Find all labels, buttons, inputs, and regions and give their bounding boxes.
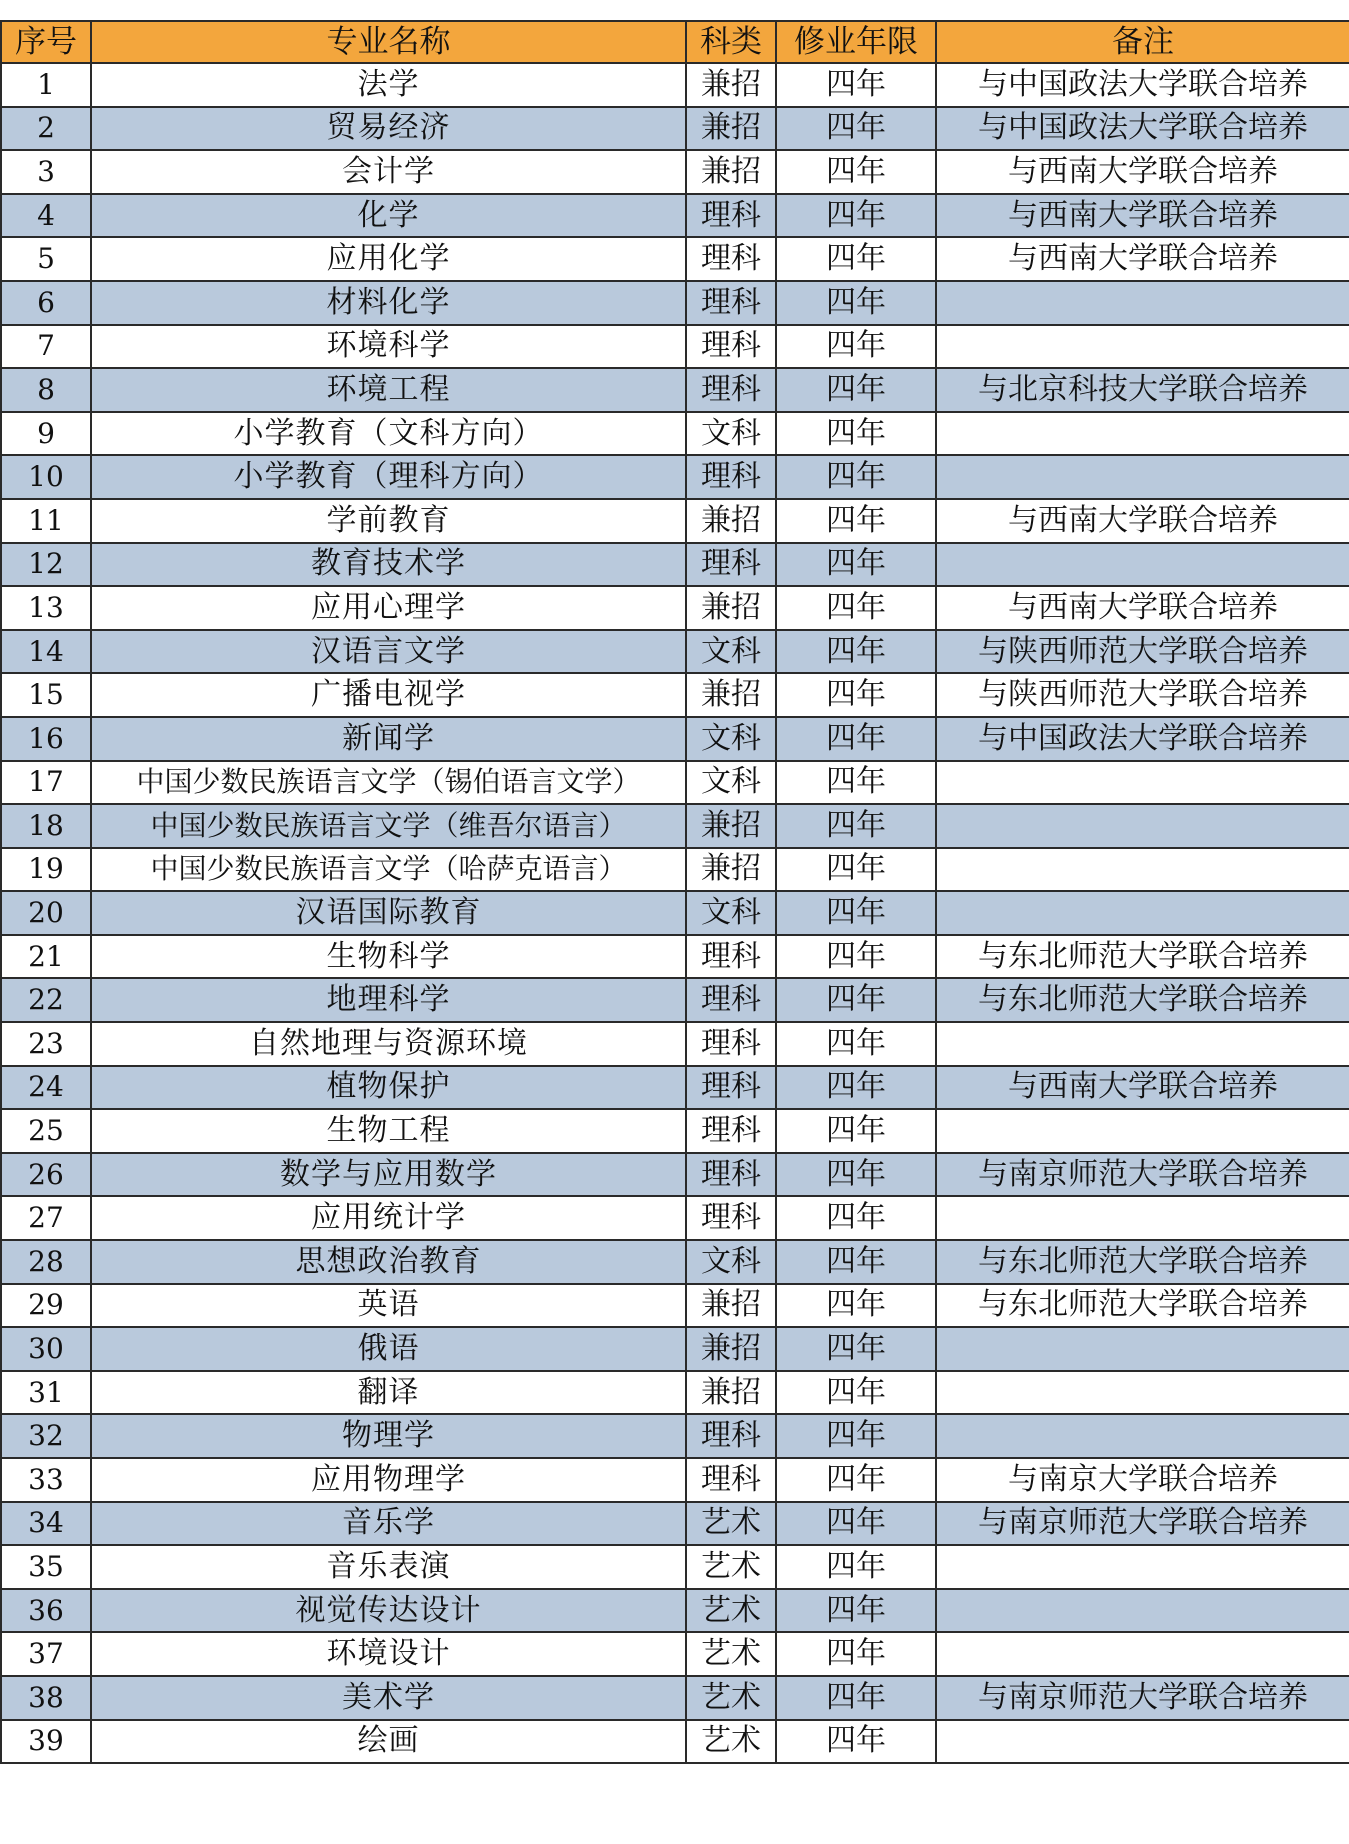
table-row bbox=[1, 455, 1349, 499]
cell-index: 38 bbox=[1, 1676, 91, 1720]
cell-index: 3 bbox=[1, 150, 91, 194]
cell-major-name: 音乐学 bbox=[91, 1502, 686, 1546]
cell-index: 12 bbox=[1, 543, 91, 587]
cell-note: 与南京师范大学联合培养 bbox=[936, 1153, 1349, 1197]
cell-major-name: 汉语言文学 bbox=[91, 630, 686, 674]
table-row bbox=[1, 630, 1349, 674]
majors-table bbox=[0, 20, 1349, 1764]
cell-major-name: 法学 bbox=[91, 63, 686, 107]
cell-note: 与西南大学联合培养 bbox=[936, 237, 1349, 281]
table-row bbox=[1, 1240, 1349, 1284]
table-row bbox=[1, 1284, 1349, 1328]
table-row bbox=[1, 1632, 1349, 1676]
cell-duration: 四年 bbox=[776, 891, 936, 935]
cell-index: 13 bbox=[1, 586, 91, 630]
cell-index: 26 bbox=[1, 1153, 91, 1197]
cell-category: 文科 bbox=[686, 761, 776, 805]
cell-major-name: 俄语 bbox=[91, 1327, 686, 1371]
cell-index: 11 bbox=[1, 499, 91, 543]
cell-major-name: 中国少数民族语言文学（维吾尔语言） bbox=[91, 804, 686, 848]
cell-major-name: 物理学 bbox=[91, 1414, 686, 1458]
cell-major-name: 环境设计 bbox=[91, 1632, 686, 1676]
table-row bbox=[1, 1458, 1349, 1502]
cell-index: 14 bbox=[1, 630, 91, 674]
cell-note: 与西南大学联合培养 bbox=[936, 150, 1349, 194]
table-row bbox=[1, 107, 1349, 151]
cell-category: 理科 bbox=[686, 368, 776, 412]
header-major-name: 专业名称 bbox=[91, 21, 686, 63]
cell-major-name: 中国少数民族语言文学（哈萨克语言） bbox=[91, 848, 686, 892]
header-category: 科类 bbox=[686, 21, 776, 63]
cell-duration: 四年 bbox=[776, 848, 936, 892]
cell-duration: 四年 bbox=[776, 412, 936, 456]
cell-duration: 四年 bbox=[776, 1066, 936, 1110]
cell-category: 兼招 bbox=[686, 1284, 776, 1328]
cell-major-name: 视觉传达设计 bbox=[91, 1589, 686, 1633]
cell-note: 与中国政法大学联合培养 bbox=[936, 63, 1349, 107]
table-row bbox=[1, 673, 1349, 717]
cell-major-name: 教育技术学 bbox=[91, 543, 686, 587]
header-index: 序号 bbox=[1, 21, 91, 63]
cell-note bbox=[936, 281, 1349, 325]
header-duration: 修业年限 bbox=[776, 21, 936, 63]
cell-category: 兼招 bbox=[686, 107, 776, 151]
cell-note bbox=[936, 543, 1349, 587]
cell-major-name: 中国少数民族语言文学（锡伯语言文学） bbox=[91, 761, 686, 805]
cell-note: 与东北师范大学联合培养 bbox=[936, 1240, 1349, 1284]
cell-note bbox=[936, 1109, 1349, 1153]
table-row bbox=[1, 281, 1349, 325]
cell-index: 6 bbox=[1, 281, 91, 325]
cell-index: 36 bbox=[1, 1589, 91, 1633]
cell-major-name: 贸易经济 bbox=[91, 107, 686, 151]
cell-index: 30 bbox=[1, 1327, 91, 1371]
header-note: 备注 bbox=[936, 21, 1349, 63]
table-row bbox=[1, 848, 1349, 892]
cell-category: 理科 bbox=[686, 978, 776, 1022]
cell-category: 理科 bbox=[686, 1022, 776, 1066]
table-row bbox=[1, 1327, 1349, 1371]
cell-note bbox=[936, 1720, 1349, 1764]
cell-major-name: 生物工程 bbox=[91, 1109, 686, 1153]
table-row bbox=[1, 1502, 1349, 1546]
table-row bbox=[1, 1414, 1349, 1458]
cell-duration: 四年 bbox=[776, 194, 936, 238]
cell-duration: 四年 bbox=[776, 1632, 936, 1676]
cell-major-name: 新闻学 bbox=[91, 717, 686, 761]
table-row bbox=[1, 1153, 1349, 1197]
cell-duration: 四年 bbox=[776, 1502, 936, 1546]
cell-index: 21 bbox=[1, 935, 91, 979]
cell-category: 理科 bbox=[686, 194, 776, 238]
cell-note: 与南京大学联合培养 bbox=[936, 1458, 1349, 1502]
cell-duration: 四年 bbox=[776, 1371, 936, 1415]
cell-note bbox=[936, 412, 1349, 456]
cell-note: 与南京师范大学联合培养 bbox=[936, 1676, 1349, 1720]
cell-major-name: 应用心理学 bbox=[91, 586, 686, 630]
cell-duration: 四年 bbox=[776, 1284, 936, 1328]
cell-duration: 四年 bbox=[776, 1109, 936, 1153]
cell-category: 理科 bbox=[686, 455, 776, 499]
cell-index: 32 bbox=[1, 1414, 91, 1458]
table-row bbox=[1, 63, 1349, 107]
cell-duration: 四年 bbox=[776, 673, 936, 717]
cell-duration: 四年 bbox=[776, 935, 936, 979]
table-row bbox=[1, 804, 1349, 848]
cell-index: 20 bbox=[1, 891, 91, 935]
cell-major-name: 生物科学 bbox=[91, 935, 686, 979]
cell-note bbox=[936, 848, 1349, 892]
cell-category: 理科 bbox=[686, 1196, 776, 1240]
cell-index: 16 bbox=[1, 717, 91, 761]
cell-major-name: 材料化学 bbox=[91, 281, 686, 325]
cell-note: 与北京科技大学联合培养 bbox=[936, 368, 1349, 412]
cell-note: 与西南大学联合培养 bbox=[936, 586, 1349, 630]
cell-index: 15 bbox=[1, 673, 91, 717]
cell-note bbox=[936, 1196, 1349, 1240]
cell-index: 18 bbox=[1, 804, 91, 848]
cell-major-name: 广播电视学 bbox=[91, 673, 686, 717]
cell-category: 兼招 bbox=[686, 586, 776, 630]
table-row bbox=[1, 543, 1349, 587]
cell-note bbox=[936, 761, 1349, 805]
cell-index: 9 bbox=[1, 412, 91, 456]
cell-category: 理科 bbox=[686, 543, 776, 587]
cell-duration: 四年 bbox=[776, 325, 936, 369]
cell-note bbox=[936, 1022, 1349, 1066]
table-row bbox=[1, 1109, 1349, 1153]
table-row bbox=[1, 194, 1349, 238]
cell-note: 与陕西师范大学联合培养 bbox=[936, 673, 1349, 717]
cell-major-name: 自然地理与资源环境 bbox=[91, 1022, 686, 1066]
cell-duration: 四年 bbox=[776, 150, 936, 194]
cell-index: 37 bbox=[1, 1632, 91, 1676]
cell-category: 文科 bbox=[686, 630, 776, 674]
cell-index: 4 bbox=[1, 194, 91, 238]
cell-category: 理科 bbox=[686, 1153, 776, 1197]
cell-duration: 四年 bbox=[776, 1676, 936, 1720]
table-row bbox=[1, 1545, 1349, 1589]
cell-duration: 四年 bbox=[776, 1458, 936, 1502]
cell-category: 理科 bbox=[686, 1066, 776, 1110]
cell-major-name: 会计学 bbox=[91, 150, 686, 194]
cell-duration: 四年 bbox=[776, 761, 936, 805]
cell-major-name: 思想政治教育 bbox=[91, 1240, 686, 1284]
cell-note bbox=[936, 804, 1349, 848]
cell-index: 22 bbox=[1, 978, 91, 1022]
cell-major-name: 音乐表演 bbox=[91, 1545, 686, 1589]
cell-index: 1 bbox=[1, 63, 91, 107]
cell-major-name: 应用物理学 bbox=[91, 1458, 686, 1502]
table-row bbox=[1, 761, 1349, 805]
cell-major-name: 地理科学 bbox=[91, 978, 686, 1022]
cell-duration: 四年 bbox=[776, 804, 936, 848]
cell-major-name: 化学 bbox=[91, 194, 686, 238]
cell-category: 兼招 bbox=[686, 804, 776, 848]
cell-category: 兼招 bbox=[686, 499, 776, 543]
cell-index: 8 bbox=[1, 368, 91, 412]
table-row bbox=[1, 150, 1349, 194]
cell-note: 与中国政法大学联合培养 bbox=[936, 107, 1349, 151]
cell-index: 19 bbox=[1, 848, 91, 892]
table-row bbox=[1, 1371, 1349, 1415]
cell-category: 文科 bbox=[686, 1240, 776, 1284]
cell-note bbox=[936, 325, 1349, 369]
cell-note: 与东北师范大学联合培养 bbox=[936, 1284, 1349, 1328]
cell-category: 兼招 bbox=[686, 1371, 776, 1415]
cell-duration: 四年 bbox=[776, 1196, 936, 1240]
table-row bbox=[1, 1066, 1349, 1110]
cell-index: 28 bbox=[1, 1240, 91, 1284]
cell-index: 39 bbox=[1, 1720, 91, 1764]
cell-note bbox=[936, 1545, 1349, 1589]
cell-category: 艺术 bbox=[686, 1676, 776, 1720]
cell-category: 文科 bbox=[686, 891, 776, 935]
cell-index: 23 bbox=[1, 1022, 91, 1066]
cell-category: 兼招 bbox=[686, 150, 776, 194]
cell-note bbox=[936, 1632, 1349, 1676]
cell-major-name: 应用统计学 bbox=[91, 1196, 686, 1240]
cell-duration: 四年 bbox=[776, 1327, 936, 1371]
cell-major-name: 小学教育（理科方向） bbox=[91, 455, 686, 499]
cell-category: 兼招 bbox=[686, 673, 776, 717]
table-row bbox=[1, 237, 1349, 281]
cell-category: 兼招 bbox=[686, 63, 776, 107]
cell-note: 与西南大学联合培养 bbox=[936, 194, 1349, 238]
cell-note bbox=[936, 1371, 1349, 1415]
cell-note: 与东北师范大学联合培养 bbox=[936, 978, 1349, 1022]
cell-index: 5 bbox=[1, 237, 91, 281]
cell-duration: 四年 bbox=[776, 63, 936, 107]
cell-note: 与陕西师范大学联合培养 bbox=[936, 630, 1349, 674]
cell-index: 35 bbox=[1, 1545, 91, 1589]
cell-category: 理科 bbox=[686, 1109, 776, 1153]
cell-major-name: 应用化学 bbox=[91, 237, 686, 281]
cell-index: 17 bbox=[1, 761, 91, 805]
table-header bbox=[1, 21, 1349, 63]
table-row bbox=[1, 325, 1349, 369]
table-row bbox=[1, 368, 1349, 412]
cell-note: 与中国政法大学联合培养 bbox=[936, 717, 1349, 761]
cell-major-name: 美术学 bbox=[91, 1676, 686, 1720]
table-row bbox=[1, 1720, 1349, 1764]
cell-duration: 四年 bbox=[776, 630, 936, 674]
cell-note bbox=[936, 1414, 1349, 1458]
cell-major-name: 英语 bbox=[91, 1284, 686, 1328]
table-row bbox=[1, 717, 1349, 761]
cell-note: 与西南大学联合培养 bbox=[936, 499, 1349, 543]
cell-index: 29 bbox=[1, 1284, 91, 1328]
cell-index: 31 bbox=[1, 1371, 91, 1415]
cell-major-name: 环境科学 bbox=[91, 325, 686, 369]
cell-duration: 四年 bbox=[776, 499, 936, 543]
cell-duration: 四年 bbox=[776, 717, 936, 761]
cell-note bbox=[936, 455, 1349, 499]
table-row bbox=[1, 586, 1349, 630]
table-row bbox=[1, 499, 1349, 543]
cell-duration: 四年 bbox=[776, 368, 936, 412]
cell-index: 7 bbox=[1, 325, 91, 369]
cell-major-name: 环境工程 bbox=[91, 368, 686, 412]
cell-index: 33 bbox=[1, 1458, 91, 1502]
cell-major-name: 翻译 bbox=[91, 1371, 686, 1415]
cell-index: 2 bbox=[1, 107, 91, 151]
table-body bbox=[1, 63, 1349, 1763]
header-row bbox=[1, 21, 1349, 63]
cell-note: 与东北师范大学联合培养 bbox=[936, 935, 1349, 979]
cell-category: 理科 bbox=[686, 1414, 776, 1458]
table-row bbox=[1, 1022, 1349, 1066]
cell-duration: 四年 bbox=[776, 978, 936, 1022]
cell-index: 25 bbox=[1, 1109, 91, 1153]
cell-category: 文科 bbox=[686, 717, 776, 761]
cell-category: 兼招 bbox=[686, 848, 776, 892]
cell-duration: 四年 bbox=[776, 1720, 936, 1764]
table-row bbox=[1, 935, 1349, 979]
cell-duration: 四年 bbox=[776, 107, 936, 151]
cell-category: 理科 bbox=[686, 1458, 776, 1502]
cell-duration: 四年 bbox=[776, 281, 936, 325]
cell-major-name: 植物保护 bbox=[91, 1066, 686, 1110]
cell-note bbox=[936, 891, 1349, 935]
table-row bbox=[1, 891, 1349, 935]
cell-duration: 四年 bbox=[776, 1545, 936, 1589]
cell-major-name: 数学与应用数学 bbox=[91, 1153, 686, 1197]
table-row bbox=[1, 978, 1349, 1022]
cell-duration: 四年 bbox=[776, 1240, 936, 1284]
cell-note bbox=[936, 1327, 1349, 1371]
cell-category: 文科 bbox=[686, 412, 776, 456]
cell-index: 24 bbox=[1, 1066, 91, 1110]
cell-duration: 四年 bbox=[776, 1414, 936, 1458]
cell-category: 理科 bbox=[686, 935, 776, 979]
table-row bbox=[1, 1676, 1349, 1720]
cell-category: 理科 bbox=[686, 237, 776, 281]
cell-duration: 四年 bbox=[776, 1022, 936, 1066]
cell-duration: 四年 bbox=[776, 1589, 936, 1633]
cell-category: 理科 bbox=[686, 325, 776, 369]
cell-note bbox=[936, 1589, 1349, 1633]
cell-duration: 四年 bbox=[776, 455, 936, 499]
cell-major-name: 绘画 bbox=[91, 1720, 686, 1764]
cell-index: 34 bbox=[1, 1502, 91, 1546]
cell-category: 艺术 bbox=[686, 1502, 776, 1546]
cell-index: 27 bbox=[1, 1196, 91, 1240]
cell-category: 艺术 bbox=[686, 1632, 776, 1676]
cell-note: 与南京师范大学联合培养 bbox=[936, 1502, 1349, 1546]
table-row bbox=[1, 412, 1349, 456]
cell-major-name: 学前教育 bbox=[91, 499, 686, 543]
table-row bbox=[1, 1589, 1349, 1633]
cell-note: 与西南大学联合培养 bbox=[936, 1066, 1349, 1110]
cell-category: 艺术 bbox=[686, 1720, 776, 1764]
cell-category: 理科 bbox=[686, 281, 776, 325]
table-row bbox=[1, 1196, 1349, 1240]
cell-index: 10 bbox=[1, 455, 91, 499]
cell-major-name: 小学教育（文科方向） bbox=[91, 412, 686, 456]
cell-duration: 四年 bbox=[776, 1153, 936, 1197]
cell-category: 艺术 bbox=[686, 1545, 776, 1589]
cell-duration: 四年 bbox=[776, 237, 936, 281]
cell-category: 兼招 bbox=[686, 1327, 776, 1371]
cell-category: 艺术 bbox=[686, 1589, 776, 1633]
cell-duration: 四年 bbox=[776, 543, 936, 587]
cell-major-name: 汉语国际教育 bbox=[91, 891, 686, 935]
cell-duration: 四年 bbox=[776, 586, 936, 630]
